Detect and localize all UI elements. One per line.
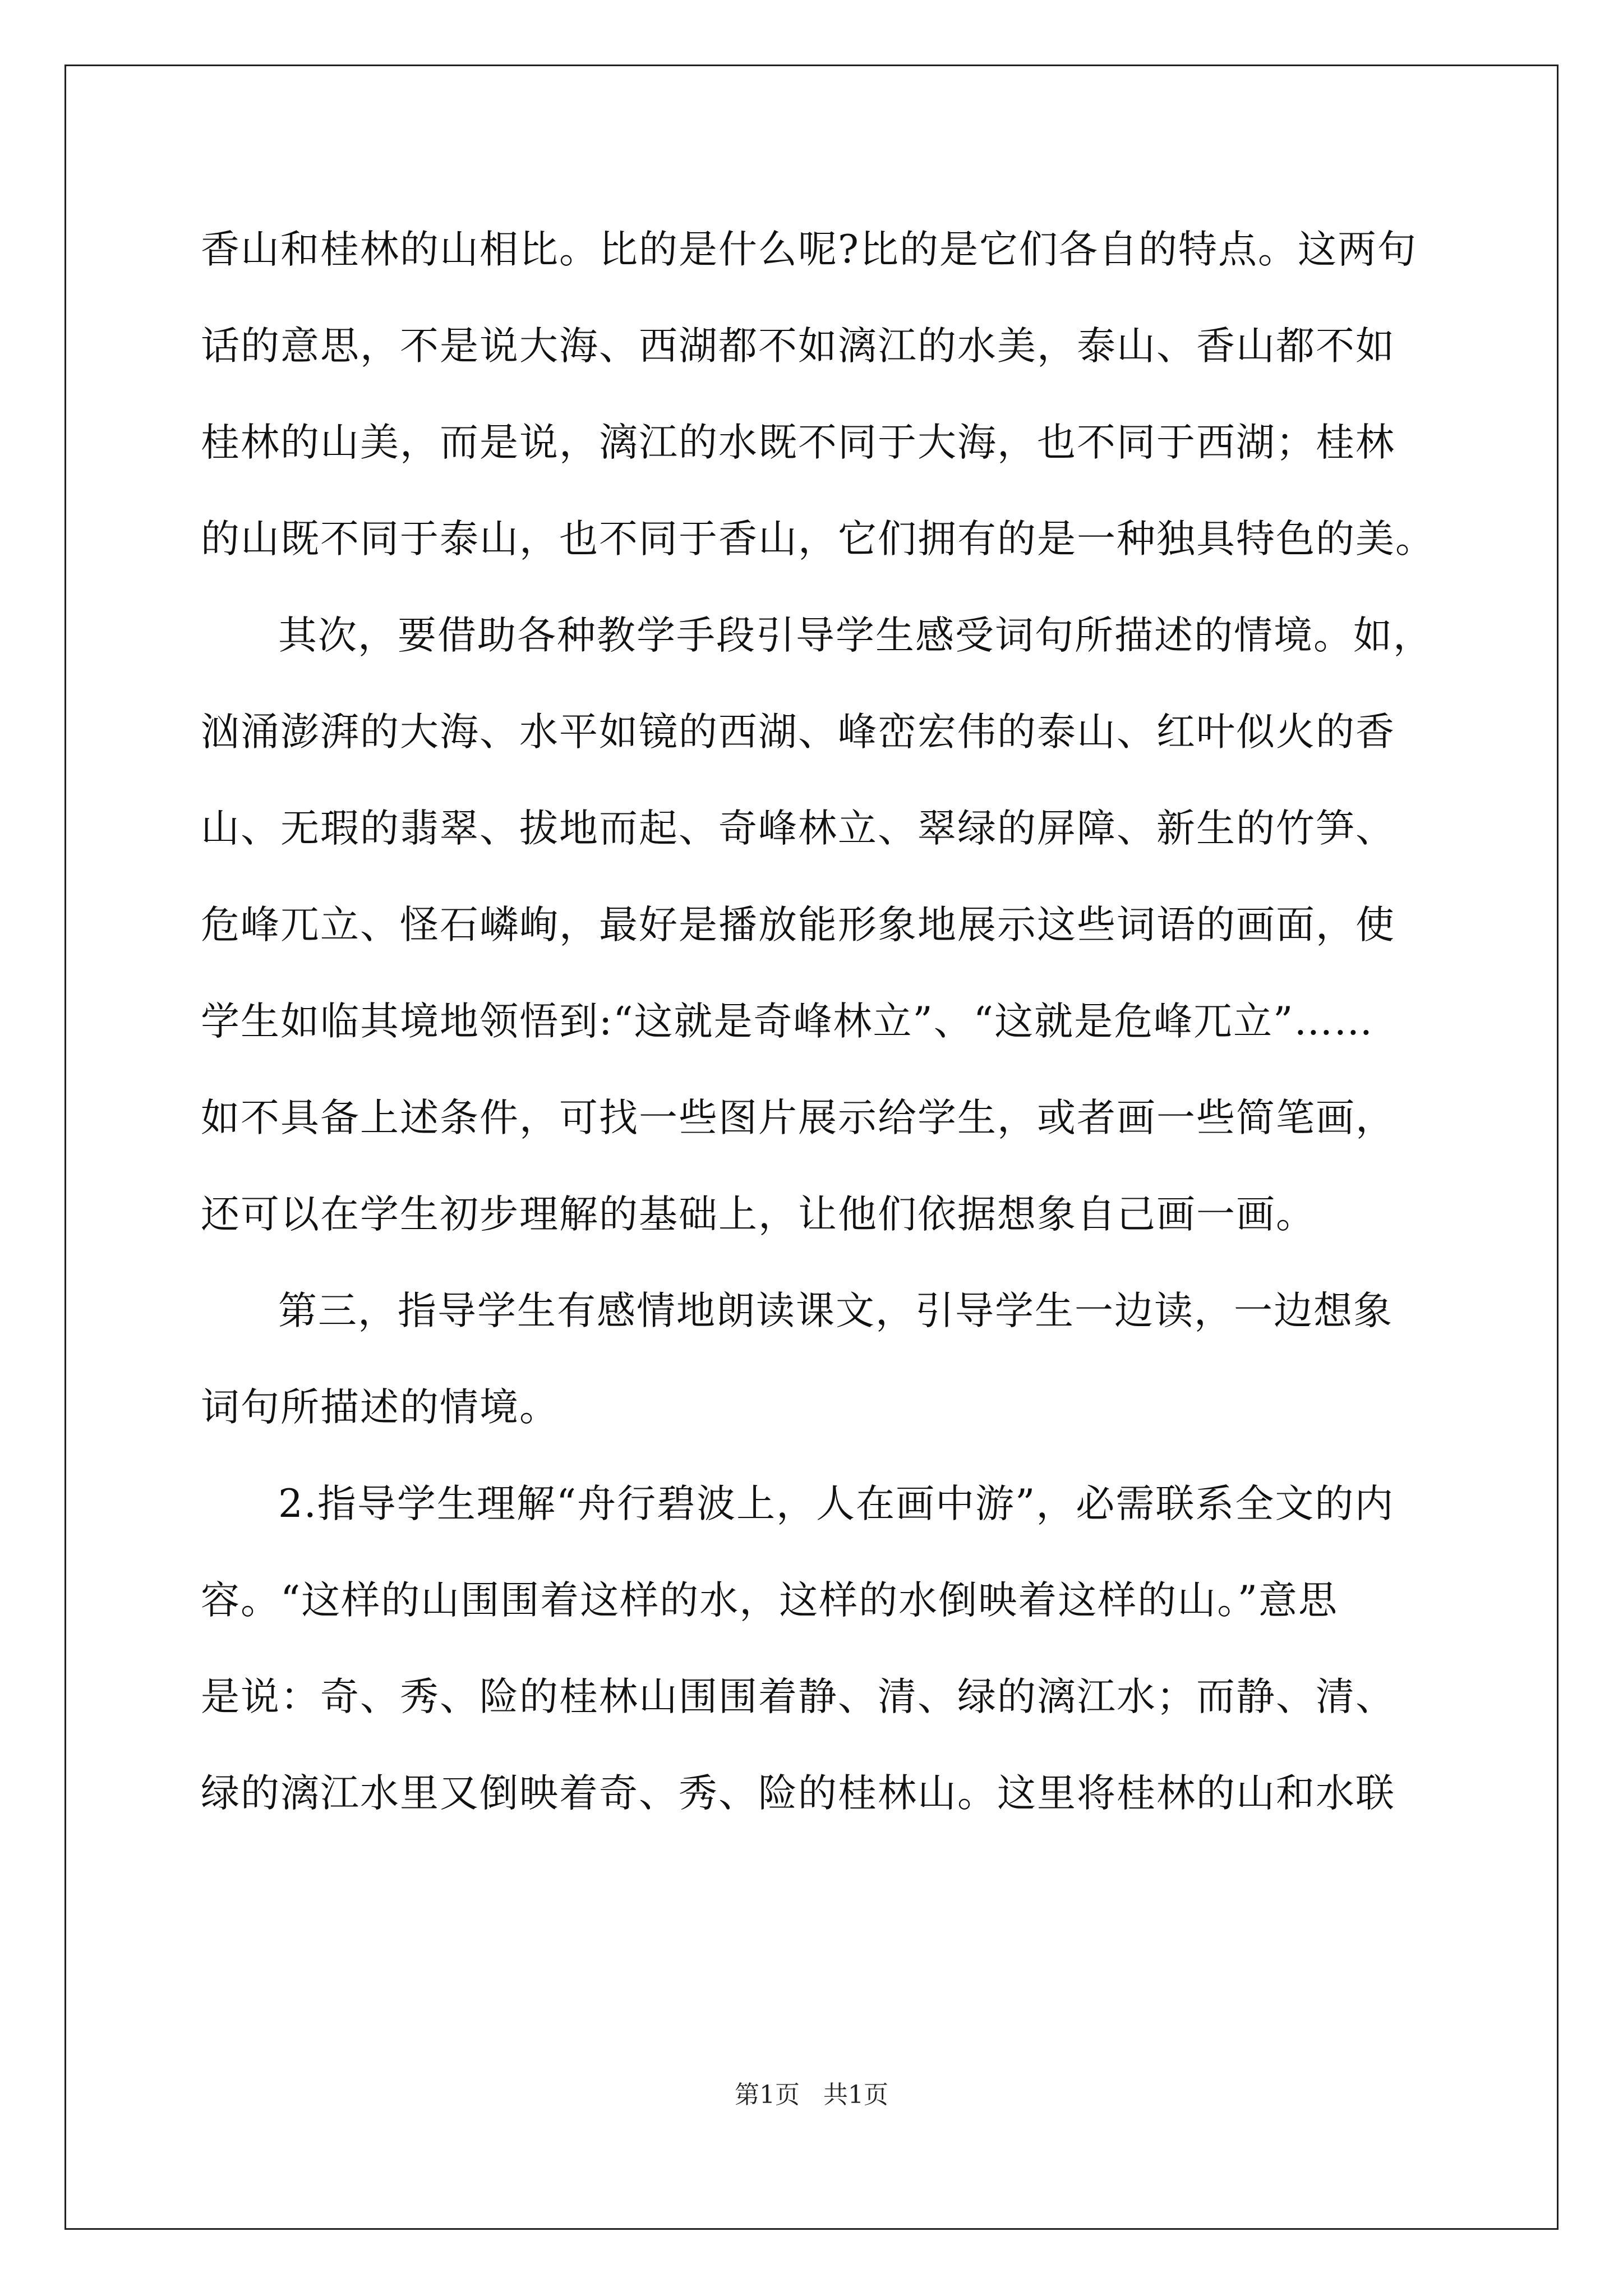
text-line: 香山和桂林的山相比。比的是什么呢?比的是它们各自的特点。这两句 (201, 227, 1417, 272)
page-number: 第1页 (735, 2081, 800, 2109)
page-footer (0, 2078, 1623, 2112)
paragraph-first-line: 第三，指导学生有感情地朗读课文，引导学生一边读，一边想象 (278, 1289, 1393, 1333)
text-line: 如不具备上述条件，可找一些图片展示给学生，或者画一些简笔画， (201, 1096, 1395, 1140)
text-line: 桂林的山美，而是说，漓江的水既不同于大海，也不同于西湖；桂林 (201, 420, 1395, 465)
text-line: 汹涌澎湃的大海、水平如镜的西湖、峰峦宏伟的泰山、红叶似火的香 (201, 710, 1395, 754)
text-line: 话的意思，不是说大海、西湖都不如漓江的水美，泰山、香山都不如 (201, 324, 1395, 369)
text-line: 还可以在学生初步理解的基础上，让他们依据想象自己画一画。 (201, 1192, 1316, 1237)
text-line: 绿的漓江水里又倒映着奇、秀、险的桂林山。这里将桂林的山和水联 (201, 1771, 1395, 1816)
text-line: 山、无瑕的翡翠、拔地而起、奇峰林立、翠绿的屏障、新生的竹笋、 (201, 806, 1395, 851)
text-line: 是说：奇、秀、险的桂林山围围着静、清、绿的漓江水；而静、清、 (201, 1674, 1395, 1719)
paragraph-first-line: 其次，要借助各种教学手段引导学生感受词句所描述的情境。如， (278, 613, 1433, 658)
page-total: 共1页 (823, 2081, 888, 2109)
text-line: 词句所描述的情境。 (201, 1385, 559, 1430)
text-line: 危峰兀立、怪石嶙峋，最好是播放能形象地展示这些词语的画面，使 (201, 903, 1395, 947)
text-line: 容。“这样的山围围着这样的水，这样的水倒映着这样的山。”意思 (201, 1578, 1339, 1623)
text-line: 学生如临其境地领悟到:“这就是奇峰林立”、“这就是危峰兀立”…… (201, 999, 1374, 1044)
text-line: 的山既不同于泰山，也不同于香山，它们拥有的是一种独具特色的美。 (201, 517, 1435, 562)
paragraph-first-line: 2.指导学生理解“舟行碧波上，人在画中游”，必需联系全文的内 (278, 1481, 1395, 1526)
